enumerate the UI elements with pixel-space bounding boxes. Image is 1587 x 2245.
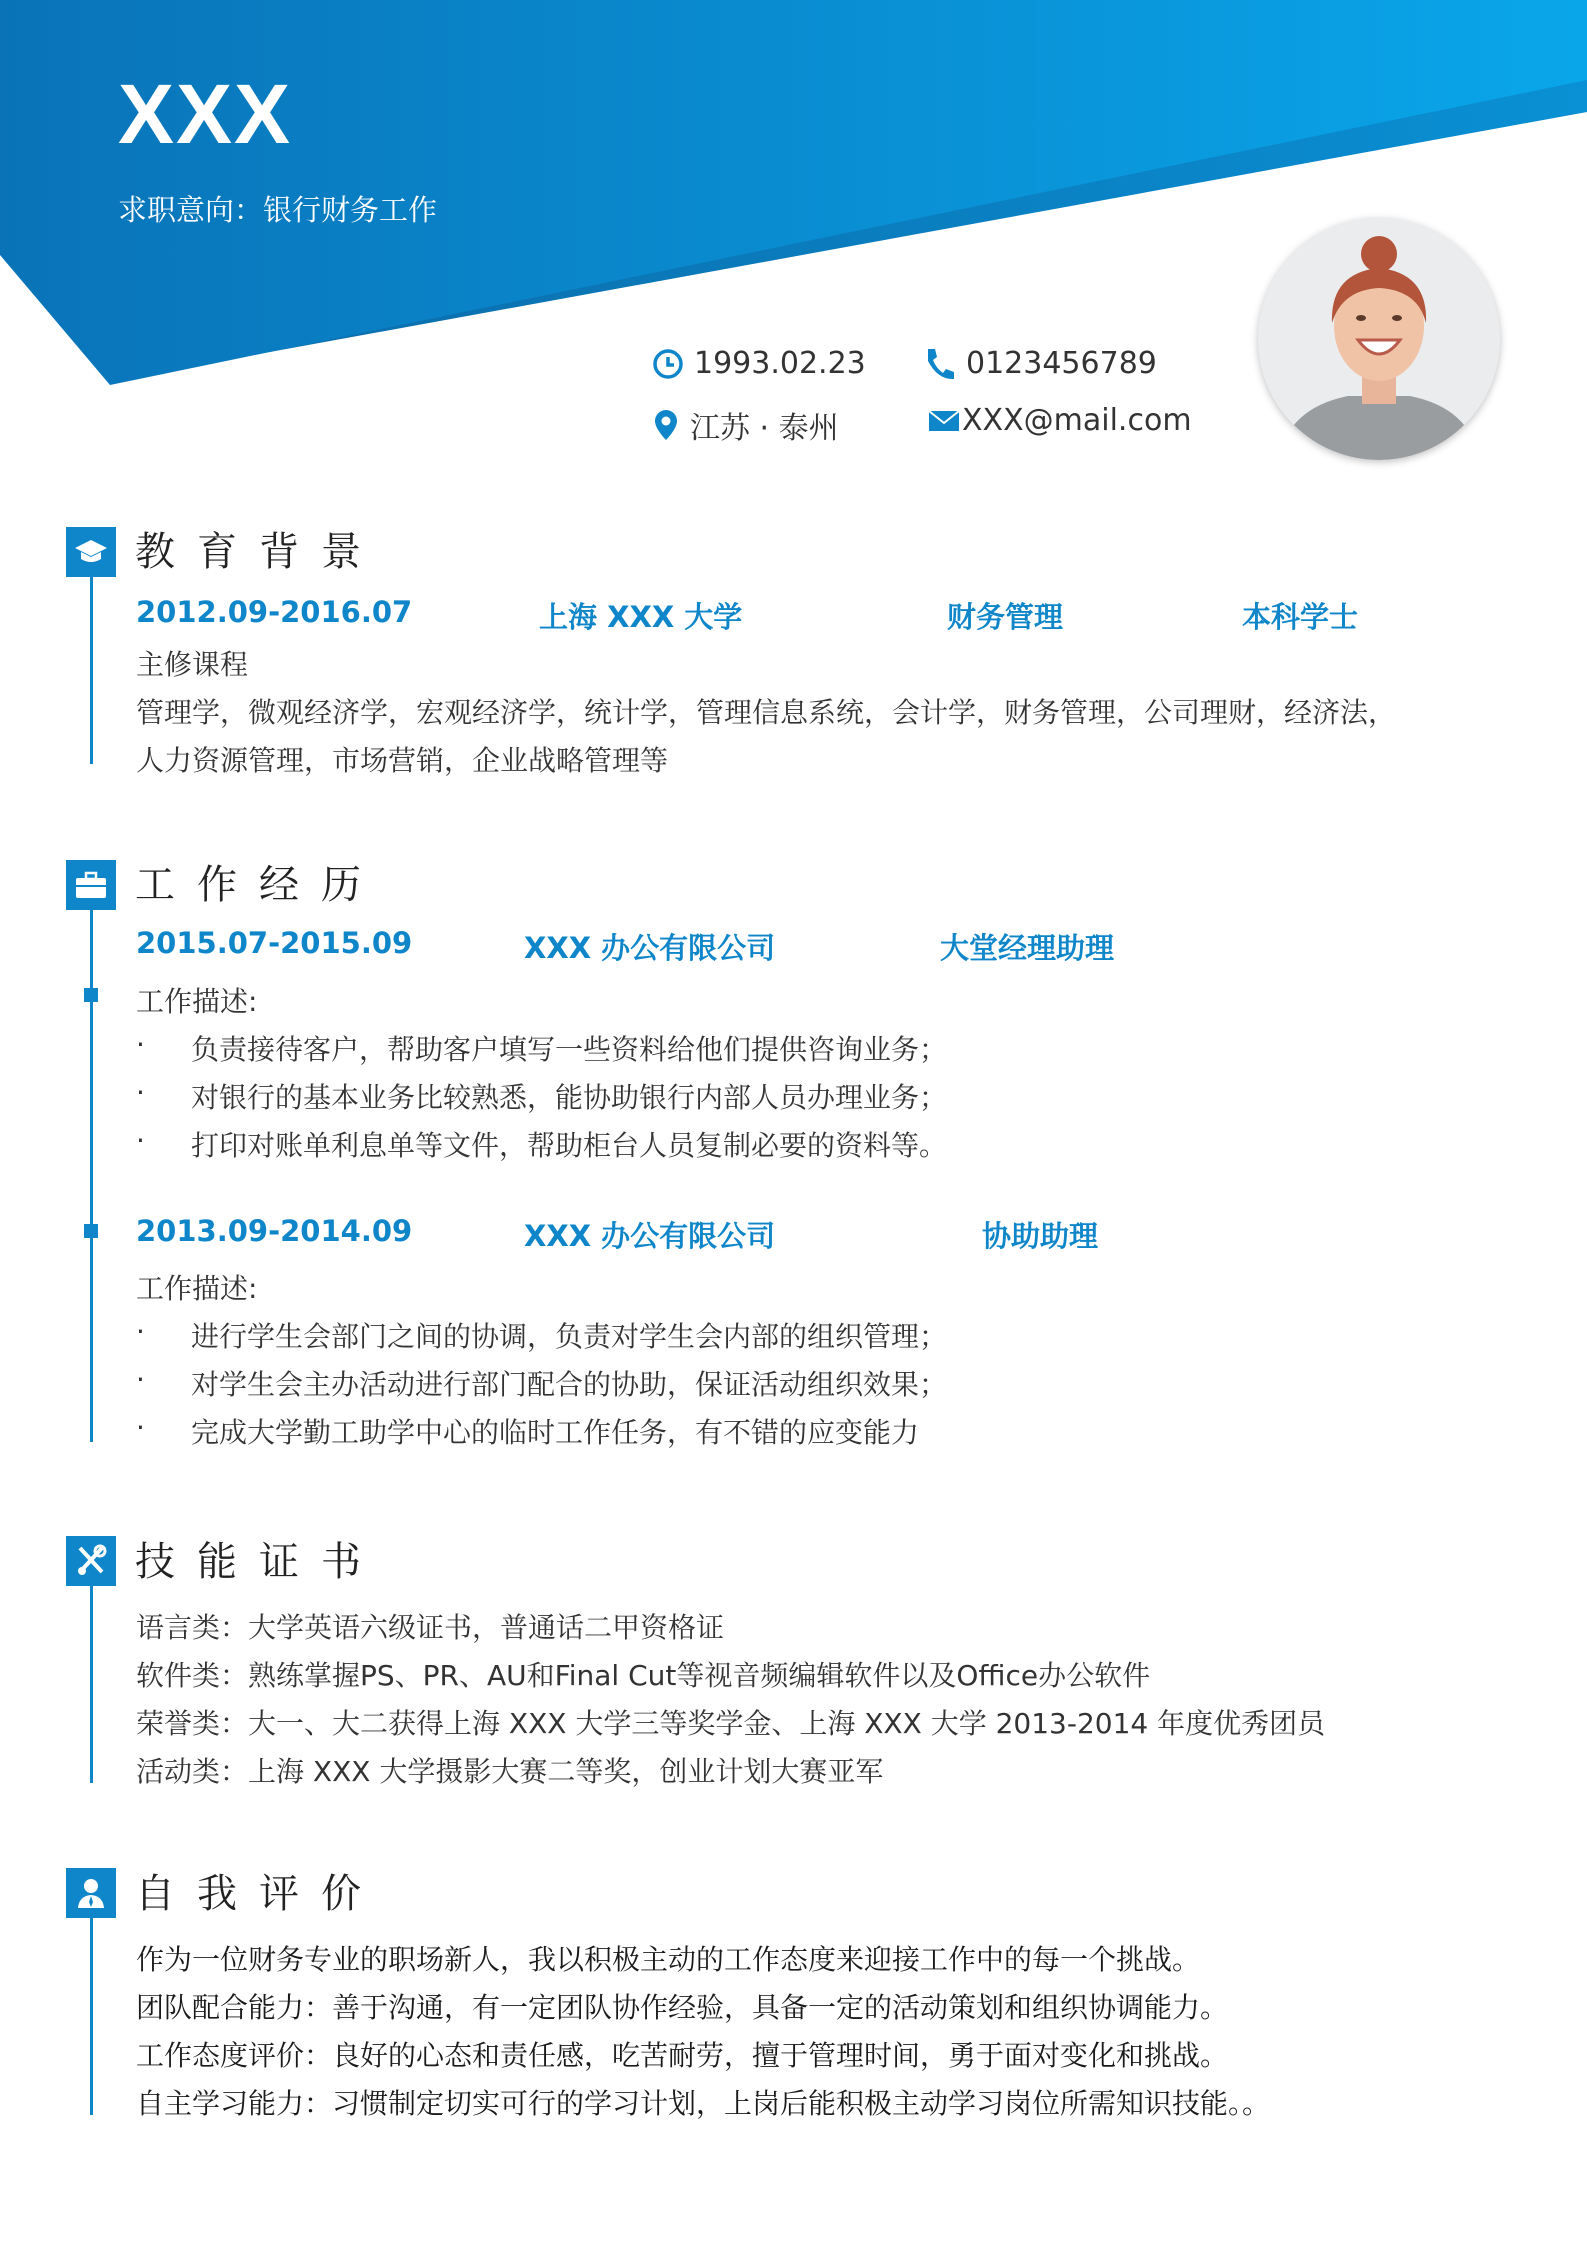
email-row <box>928 403 1192 438</box>
job-desc-label: 工作描述: <box>136 1272 258 1305</box>
job-duty: 打印对账单利息单等文件，帮助柜台人员复制必要的资料等。 <box>191 1129 948 1162</box>
courses-line-2: 人力资源管理，市场营销，企业战略管理等 <box>136 744 669 777</box>
phone: 0123456789 <box>966 346 1157 381</box>
bullet: · <box>136 1315 145 1348</box>
skills-title: 技能证书 <box>135 1539 383 1585</box>
courses-label: 主修课程 <box>136 648 249 681</box>
timeline-marker <box>84 1224 98 1238</box>
person-icon <box>75 1876 107 1910</box>
wrench-screwdriver-icon <box>74 1544 108 1578</box>
job-company: XXX 办公有限公司 <box>524 931 776 965</box>
bullet: · <box>136 1028 145 1061</box>
education-school: 上海 XXX 大学 <box>539 600 743 634</box>
self-eval-item: 团队配合能力：善于沟通，有一定团队协作经验，具备一定的活动策划和组织协调能力。 <box>136 1991 1229 2024</box>
job-duty: 进行学生会部门之间的协调，负责对学生会内部的组织管理； <box>191 1320 948 1353</box>
job-objective: 求职意向：银行财务工作 <box>118 193 438 227</box>
skill-item: 软件类：熟练掌握PS、PR、AU和Final Cut等视音频编辑软件以及Office办公软件 <box>136 1659 1151 1692</box>
job-desc-label: 工作描述: <box>136 985 258 1018</box>
timeline-marker <box>84 988 98 1002</box>
job-position: 大堂经理助理 <box>940 931 1115 965</box>
self-eval-timeline <box>90 1918 93 2115</box>
job-duty: 对学生会主办活动进行部门配合的协助，保证活动组织效果； <box>191 1368 948 1401</box>
location-row <box>652 403 839 447</box>
education-major: 财务管理 <box>947 600 1064 634</box>
bullet: · <box>136 1124 145 1157</box>
birthdate: 1993.02.23 <box>694 346 866 381</box>
self-eval-item: 作为一位财务专业的职场新人，我以积极主动的工作态度来迎接工作中的每一个挑战。 <box>136 1943 1201 1976</box>
courses-line-1: 管理学，微观经济学，宏观经济学，统计学，管理信息系统，会计学，财务管理，公司理财，经济法， <box>136 696 1397 729</box>
location: 江苏 · 泰州 <box>690 411 839 446</box>
briefcase-icon <box>74 870 108 900</box>
work-section-icon <box>66 860 116 910</box>
self-eval-item: 自主学习能力：习惯制定切实可行的学习计划，上岗后能积极主动学习岗位所需知识技能。。 <box>136 2087 1271 2120</box>
email: XXX@mail.com <box>962 403 1192 438</box>
education-degree: 本科学士 <box>1242 600 1359 634</box>
location-pin-icon <box>652 408 680 442</box>
job-period: 2013.09-2014.09 <box>136 1214 413 1248</box>
envelope-icon <box>928 410 960 432</box>
job-duty: 完成大学勤工助学中心的临时工作任务，有不错的应变能力 <box>191 1416 920 1449</box>
graduation-cap-icon <box>73 537 109 567</box>
job-duty: 负责接待客户，帮助客户填写一些资料给他们提供咨询业务； <box>191 1033 948 1066</box>
skills-timeline <box>90 1586 93 1783</box>
self-eval-item: 工作态度评价：良好的心态和责任感，吃苦耐劳，擅于管理时间，勇于面对变化和挑战。 <box>136 2039 1229 2072</box>
skill-item: 语言类：大学英语六级证书，普通话二甲资格证 <box>136 1611 725 1644</box>
job-company: XXX 办公有限公司 <box>524 1219 776 1253</box>
bullet: · <box>136 1076 145 1109</box>
skill-item: 荣誉类：大一、大二获得上海 XXX 大学三等奖学金、上海 XXX 大学 2013-2014 年度优秀团员 <box>136 1707 1326 1740</box>
education-timeline <box>90 577 93 764</box>
education-title: 教育背景 <box>135 529 383 575</box>
self-eval-title: 自我评价 <box>135 1871 383 1917</box>
work-title: 工作经历 <box>135 862 383 908</box>
job-duty: 对银行的基本业务比较熟悉，能协助银行内部人员办理业务； <box>191 1081 948 1114</box>
self-eval-section-icon <box>66 1868 116 1918</box>
job-position: 协助助理 <box>982 1219 1099 1253</box>
education-period: 2012.09-2016.07 <box>136 595 413 629</box>
bullet: · <box>136 1363 145 1396</box>
clock-icon <box>652 348 684 380</box>
profile-photo <box>1258 218 1500 460</box>
skills-section-icon <box>66 1536 116 1586</box>
phone-row <box>924 346 1157 381</box>
phone-icon <box>924 347 956 381</box>
education-section-icon <box>66 527 116 577</box>
job-period: 2015.07-2015.09 <box>136 926 413 960</box>
birthdate-row <box>652 346 866 381</box>
bullet: · <box>136 1411 145 1444</box>
candidate-name: XXX <box>118 67 293 161</box>
skill-item: 活动类：上海 XXX 大学摄影大赛二等奖，创业计划大赛亚军 <box>136 1755 884 1788</box>
